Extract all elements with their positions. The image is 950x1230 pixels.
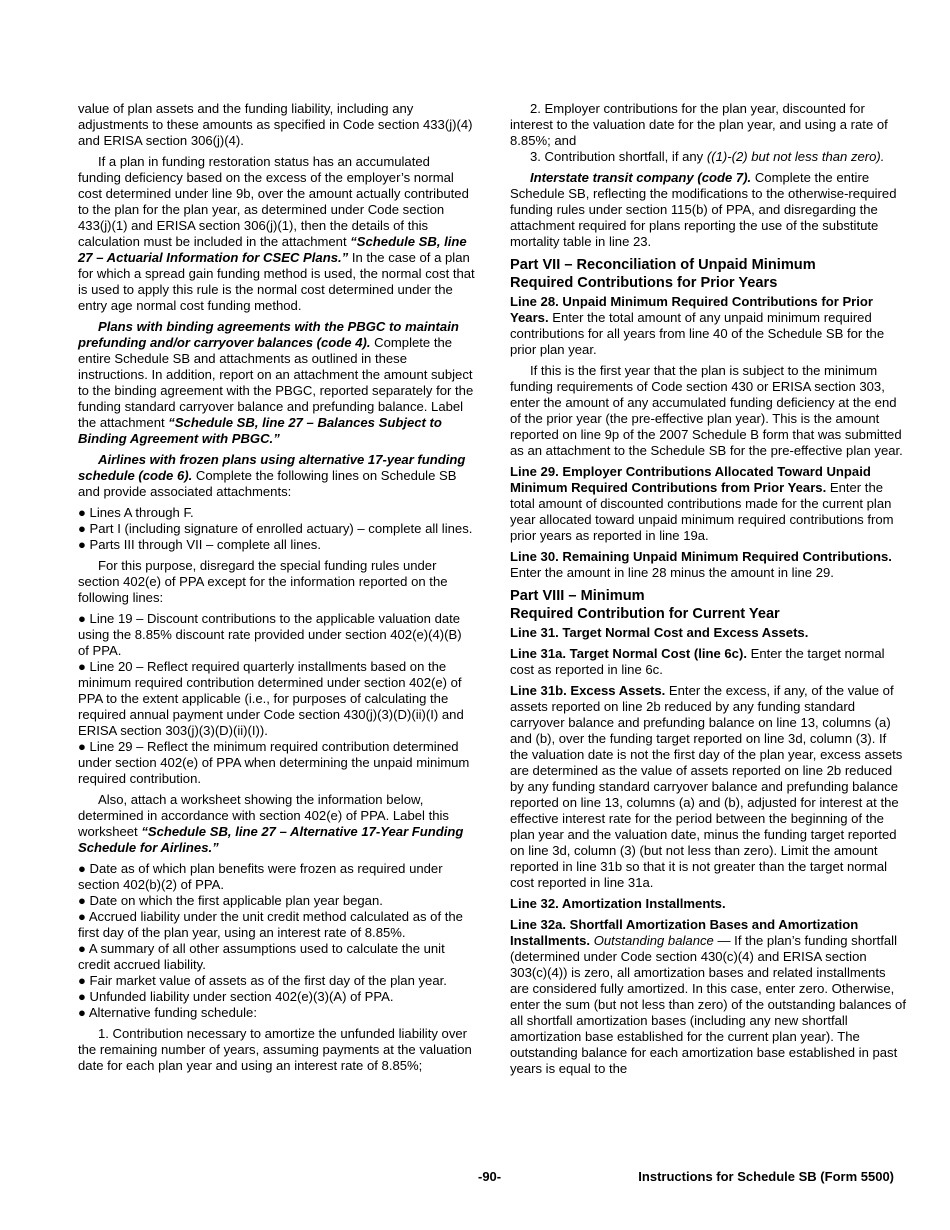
list-item: ● Parts III through VII – complete all lines.	[78, 537, 321, 552]
bullet-list	[78, 611, 476, 787]
line-32-heading: Line 32. Amortization Installments.	[510, 896, 726, 911]
paragraph-code-7: Interstate transit company (code 7). Complete the entire Schedule SB, reflecting the modifications to the otherwise-required funding rules under section 115(b) of PPA, and disregarding the attachment required for plans reporting the use of the substitute mortality table in line 23.	[510, 170, 897, 249]
paragraph: value of plan assets and the funding liability, including any adjustments to these amounts as specified in Code section 433(j)(4) and ERISA section 306(j)(4).	[78, 101, 473, 148]
list-item: ● Line 19 – Discount contributions to the applicable valuation date using the 8.85% discount rate provided under section 402(e)(4)(B) of PPA.	[78, 611, 462, 658]
paragraph-line-29: Line 29. Employer Contributions Allocated Toward Unpaid Minimum Required Contributions from Prior Years. Enter the total amount of discounted contributions made for the current plan year allocated toward unpaid minimum required contributions from prior years as reported in line 19a.	[510, 464, 894, 543]
list-item: ● Lines A through F.	[78, 505, 194, 520]
paragraph: 3. Contribution shortfall, if any ((1)-(2) but not less than zero).	[530, 149, 885, 164]
list-item: ● Date on which the first applicable plan year began.	[78, 893, 383, 908]
paragraph-line-30: Line 30. Remaining Unpaid Minimum Required Contributions. Enter the amount in line 28 minus the amount in line 29.	[510, 549, 892, 580]
paragraph: If a plan in funding restoration status has an accumulated funding deficiency based on the excess of the employer’s normal cost determined under line 9b, over the amount actually contributed to the plan for the plan year, as determined under Code section 433(j)(1) and ERISA section 306(j)(1), then the details of this calculation must be included in the attachment “Schedule SB, line 27 – Actuarial Information for CSEC Plans.” In the case of a plan for which a spread gain funding method is used, the normal cost that is used to apply this rule is the normal cost determined under the entry age normal cost funding method.	[78, 154, 475, 313]
paragraph-line-28: Line 28. Unpaid Minimum Required Contributions for Prior Years. Enter the total amount of any unpaid minimum required contributions for all years from line 40 of the Schedule SB for the prior plan year.	[510, 294, 885, 357]
list-item: ● Accrued liability under the unit credit method calculated as of the first day of the plan year, using an interest rate of 8.85%.	[78, 909, 463, 940]
list-item: ● Line 29 – Reflect the minimum required contribution determined under section 402(e) of PPA when determining the unpaid minimum required contribution.	[78, 739, 470, 786]
right-column	[510, 101, 906, 1077]
list-item: ● Date as of which plan benefits were frozen as required under section 402(b)(2) of PPA.	[78, 861, 443, 892]
left-column	[78, 101, 476, 1074]
paragraph-code-6: Airlines with frozen plans using alternative 17-year funding schedule (code 6). Complete the following lines on Schedule SB and provide associated attachments:	[78, 452, 466, 499]
paragraph-line-32a: Line 32a. Shortfall Amortization Bases and Amortization Installments. Outstanding balance — If the plan’s funding shortfall (determined under Code section 430(c)(4) and ERISA section 303(c)(4)) is zero, all amortization bases and related installments are considered fully amortized. In this case, enter zero. Otherwise, enter the sum (but not less than zero) of the outstanding balances of all shortfall amortization bases (including any new shortfall amortization base established for the current plan year). The outstanding balance for each amortization base established in past years is equal to the	[510, 917, 906, 1076]
paragraph: Also, attach a worksheet showing the information below, determined in accordance with section 402(e) of PPA. Label this worksheet “Schedule SB, line 27 – Alternative 17-Year Funding Schedule for Airlines.”	[78, 792, 464, 855]
paragraph-code-4: Plans with binding agreements with the PBGC to maintain prefunding and/or carryover balances (code 4). Complete the entire Schedule SB and attachments as outlined in these instructions. In addition, report on an attachment the amount subject to the binding agreement with the PBGC, reported separately for the funding standard carryover balance and prefunding balance. Label the attachment “Schedule SB, line 27 – Balances Subject to Binding Agreement with PBGC.”	[78, 319, 474, 446]
section-heading-part-viii: Part VIII – Minimum Required Contribution for Current Year	[510, 588, 780, 622]
list-item: ● A summary of all other assumptions used to calculate the unit credit accrued liability.	[78, 941, 445, 972]
bullet-list	[78, 861, 476, 1021]
paragraph-line-31b: Line 31b. Excess Assets. Enter the excess, if any, of the value of assets reported on line 2b reduced by any funding standard carryover balance and prefunding balance on line 13, columns (a) and (b), over the funding target reported on line 3d, column (3). If the valuation date is not the first day of the plan year, excess assets are determined as the value of assets reported on line 2b reduced by any funding standard carryover balance and prefunding balance reported on line 13, columns (a) and (b), adjusted for interest at the effective interest rate for the period between the beginning of the plan year and the valuation date, minus the funding target reported on line 3d, column (3) (but not less than zero). Limit the amount reported in line 31b so that it is not greater than the target normal cost reported in line 31a.	[510, 683, 903, 890]
list-item: ● Unfunded liability under section 402(e)(3)(A) of PPA.	[78, 989, 394, 1004]
list-item: ● Part I (including signature of enrolled actuary) – complete all lines.	[78, 521, 473, 536]
paragraph: 1. Contribution necessary to amortize the unfunded liability over the remaining number of years, assuming payments at the valuation date for each plan year and using an interest rate of 8.85%;	[78, 1026, 472, 1073]
line-31-heading: Line 31. Target Normal Cost and Excess Assets.	[510, 625, 809, 640]
paragraph: For this purpose, disregard the special funding rules under section 402(e) of PPA except for the information reported on the following lines:	[78, 558, 448, 605]
page-number: -90-	[478, 1169, 502, 1184]
paragraph: 2. Employer contributions for the plan year, discounted for interest to the valuation date for the plan year, and using a rate of 8.85%; and	[510, 101, 888, 148]
paragraph-line-31a: Line 31a. Target Normal Cost (line 6c). Enter the target normal cost as reported in line 6c.	[510, 646, 885, 677]
paragraph: If this is the first year that the plan is subject to the minimum funding requirements of Code section 430 or ERISA section 303, enter the amount of any accumulated funding deficiency at the end of the prior year (the pre-effective plan year). This is the amount reported on line 9p of the 2007 Schedule B form that was submitted as an attachment to the Schedule SB for the pre-effective plan year.	[510, 363, 903, 458]
list-item: ● Fair market value of assets as of the first day of the plan year.	[78, 973, 447, 988]
bullet-list	[78, 505, 476, 553]
section-heading-part-vii: Part VII – Reconciliation of Unpaid Minimum Required Contributions for Prior Years	[510, 257, 816, 291]
footer-title: Instructions for Schedule SB (Form 5500)	[638, 1169, 894, 1184]
list-item: ● Alternative funding schedule:	[78, 1005, 257, 1020]
list-item: ● Line 20 – Reflect required quarterly installments based on the minimum required contribution determined under section 402(e) of PPA to the extent applicable (i.e., for purposes of calculating the required annual payment under Code section 430(j)(3)(D)(ii)(I) and ERISA section 303(j)(3)(D)(ii)(I)).	[78, 659, 464, 738]
